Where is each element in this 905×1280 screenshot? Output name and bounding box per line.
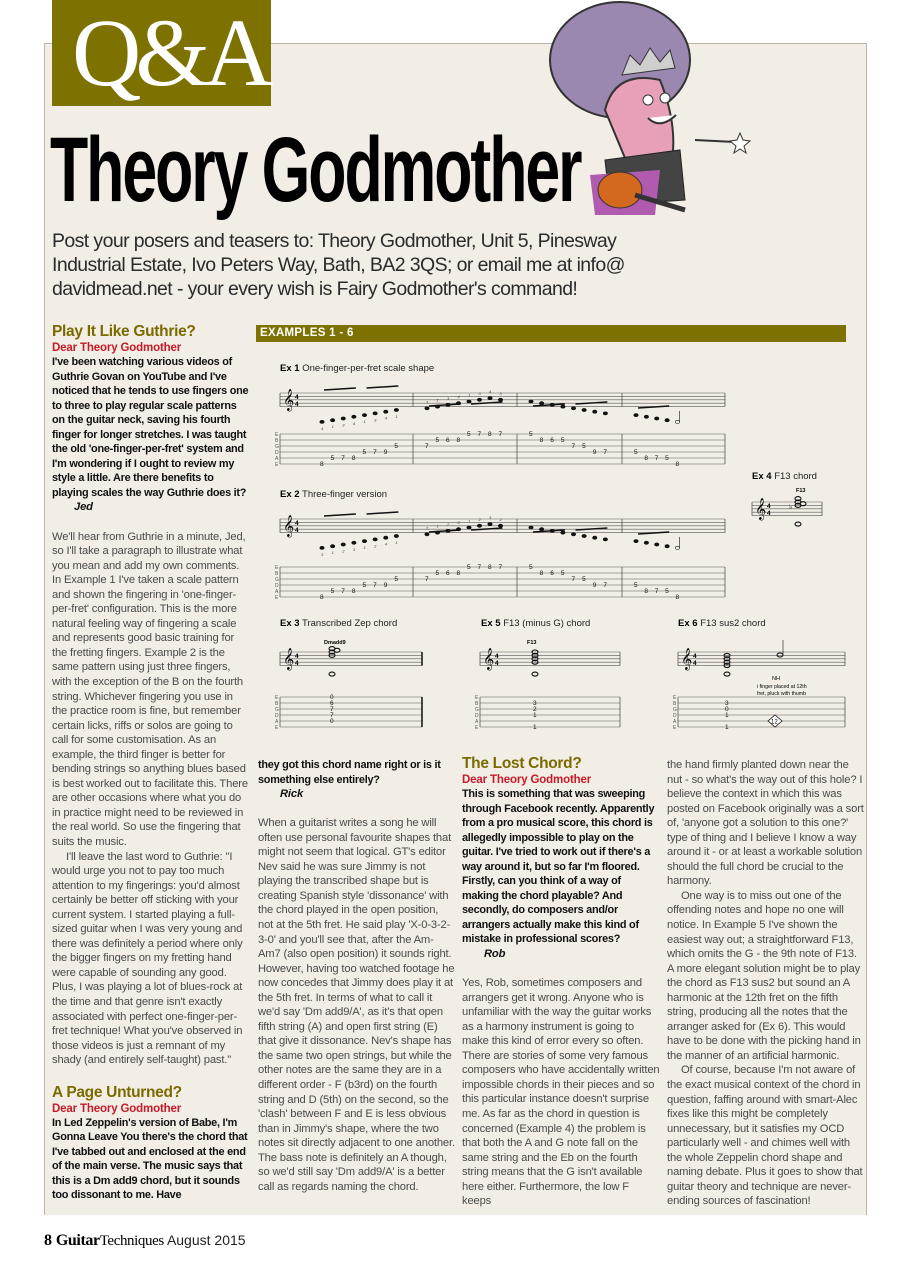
ex2-note-head xyxy=(603,538,607,541)
ex1-fingering: 3 xyxy=(447,395,450,401)
ex1-note-head xyxy=(665,419,669,422)
intro-text: Post your posers and teasers to: Theory Godmother, Unit 5, Pinesway Industrial Estate, Ivo Peters Way, Bath, BA2 3QS; or email me at info@ davidmead.net - your every wish is Fairy Godmother's command! xyxy=(52,230,625,300)
ex1-number: Ex 1 xyxy=(280,363,300,374)
ex2-tab-number: 7 xyxy=(477,564,482,572)
column-2 xyxy=(258,758,456,1194)
ex1-fingering: 4 xyxy=(321,425,324,431)
ex1-note-head xyxy=(320,420,324,423)
ex1-note-head xyxy=(571,407,575,410)
ex2-fingering: 2 xyxy=(478,516,481,522)
ex1-note-head xyxy=(384,410,388,413)
tab-string-name: B xyxy=(475,701,479,707)
time-signature: 4 xyxy=(295,394,299,401)
treble-clef-icon: 𝄞 xyxy=(681,649,693,670)
ex2-note-head xyxy=(655,543,659,546)
ex5-tab-number: 3 xyxy=(533,700,537,708)
time-signature: 4 xyxy=(295,653,299,660)
ex2-note-head xyxy=(362,540,366,543)
ex1-note-head xyxy=(675,420,679,423)
ex2-number: Ex 2 xyxy=(280,489,300,500)
ex1-tab-number: 6 xyxy=(550,437,554,445)
ex1-tab-number: 9 xyxy=(592,449,597,457)
ex6-number: Ex 6 xyxy=(678,618,698,629)
ex2-fingering: 3 xyxy=(457,520,460,526)
ex6-note: i finger placed at 12th xyxy=(757,684,807,690)
ex6-tab-number: 1 xyxy=(725,724,729,732)
ex2-beam xyxy=(324,514,356,516)
ex1-beam xyxy=(638,406,669,408)
ex1-beam xyxy=(576,402,608,404)
ex4-note-head xyxy=(795,522,801,526)
ex1-note-head xyxy=(593,410,597,413)
ex2-tab-number: 5 xyxy=(665,588,669,596)
ex2-tab-number: 8 xyxy=(644,588,648,596)
ex1-note-head xyxy=(529,400,533,403)
ex1-fingering: 1 xyxy=(331,424,334,430)
treble-clef-icon: 𝄞 xyxy=(755,499,767,520)
tab-string-name: B xyxy=(673,701,677,707)
brand-techniques: Techniques xyxy=(99,1233,164,1249)
ex3-note-head xyxy=(329,672,335,676)
ex1-fingering: 3 xyxy=(499,390,502,396)
column-3 xyxy=(462,755,660,1209)
ex3-title: Transcribed Zep chord xyxy=(302,618,398,629)
ex1-fingering: 1 xyxy=(436,397,439,403)
ex1-fingering: 4 xyxy=(457,394,460,400)
ex2-fingering: 2 xyxy=(499,516,502,522)
ex1-note-head xyxy=(603,412,607,415)
ex2-tab-number: 6 xyxy=(550,570,554,578)
ex1-tab-number: 7 xyxy=(477,431,482,439)
ex3-tab-number: 7 xyxy=(330,706,334,714)
ex2-note-head xyxy=(488,523,492,526)
reader-signature: Jed xyxy=(74,501,93,514)
ex1-fingering: 1 xyxy=(395,414,398,419)
time-signature: 4 xyxy=(295,401,299,408)
ex2-note-head xyxy=(582,534,586,537)
ex1-fingering: 4 xyxy=(489,389,492,395)
reader-question: I've been watching various videos of Guthrie Govan on YouTube and I've noticed that he tends to use fingers one to three to play regular scale patterns on the guitar neck, saving his fourth finger for longer stretches. I was taught the old 'one-finger-per-fret' system and I'm wondering if I ought to review my style a little. Are there benefits to playing scales the way Guthrie does it? xyxy=(52,356,249,499)
ex2-tab-number: 8 xyxy=(539,570,544,578)
answer-paragraph: When a guitarist writes a song he will often use personal favourite shapes that might not seem that logical. GT's editor Nev said he was sure Jimmy is not playing the transcribed shape but is creating Spanish style 'dissonance' with the chord played in the open position, not at the 5th fret. He said play 'X-0-3-2-3-0' and you'll see that, after the Am-Am7 (also open position) it sounds right. However, having too watched footage he now concedes that Jimmy does play it at the 5th fret. In terms of what to call it we'd say 'Dm add9/A', as it's that open fifth string (A) and open first string (E) that give it dissonance. Nev's shape has the same two open strings, but while the other notes are the same they are in a different order - F (b3rd) on the fourth string and D (5th) on the second, so the 'clash' between F and E is less obvious than in Jimmy's shape, where the two notes sit directly adjacent to one another. The bass note is definitely an A though, so we'd still say 'Dm add9/A' is a better call as regards naming the chord. xyxy=(258,817,455,1193)
ex3-tab-number: 7 xyxy=(330,712,334,720)
ex1-note-head xyxy=(425,407,429,410)
ex1-beam xyxy=(429,404,461,406)
ex1-note-head xyxy=(634,414,638,417)
answer-paragraph: the hand firmly planted down near the nut - so what's the way out of this hole? I believe the context in which this was posted on Facebook originally was a sort of, 'anyone got a solution to this one?' type of thing and I believe I know a way around it - or at least a workable solution should the full chord be crucial to the harmony. xyxy=(667,759,864,888)
ex1-tab-number: 5 xyxy=(330,455,335,463)
ex3-chord-name: Dmadd9 xyxy=(324,640,346,646)
ex1-beam xyxy=(324,388,356,390)
ex2-note-head xyxy=(539,528,543,531)
ex4-title: F13 chord xyxy=(774,471,817,482)
ex1-note-head xyxy=(373,412,377,415)
ex1-tab-number: 6 xyxy=(446,437,450,445)
ex1-note-head xyxy=(498,398,502,401)
ex1-tab-number: 8 xyxy=(320,461,324,469)
ex2-fingering: 1 xyxy=(395,540,398,545)
ex1-beam xyxy=(367,386,399,388)
tab-string-name: D xyxy=(673,713,677,719)
ex2-fingering: 2 xyxy=(374,543,377,549)
ex1-tab-number: 5 xyxy=(665,455,669,463)
ex1-tab-number: 8 xyxy=(644,455,648,463)
ex2-fingering: 1 xyxy=(363,545,366,551)
ex1-tab-number: 7 xyxy=(341,455,345,463)
ex2-tab-number: 7 xyxy=(571,576,576,584)
ex2-note-head xyxy=(498,524,502,527)
ex6-harmonic-note xyxy=(777,653,783,657)
tab-string-name: G xyxy=(475,707,479,713)
ex1-tab-number: 7 xyxy=(571,443,576,451)
brand-guitar: Guitar xyxy=(55,1232,100,1249)
ex2-tab-number: 7 xyxy=(425,576,429,584)
ex2-fingering: 4 xyxy=(384,541,387,547)
ex1-tab-number: 5 xyxy=(394,443,398,451)
tab-string-name: A xyxy=(275,719,279,725)
ex6-tab-number: 3 xyxy=(725,700,729,708)
ex1-tab-number: 8 xyxy=(539,437,544,445)
ex1-tab-number: 5 xyxy=(435,437,440,445)
page-footer xyxy=(44,1232,246,1250)
ex1-fingering: 1 xyxy=(363,419,366,425)
article-heading: A Page Unturned? xyxy=(52,1083,182,1101)
ex6-tab-number: 1 xyxy=(725,712,729,720)
ex1-fingering: 3 xyxy=(342,422,345,428)
ex1-fingering: 3 xyxy=(374,417,377,423)
tab-string-name: G xyxy=(673,707,677,713)
ex5-number: Ex 5 xyxy=(481,618,501,629)
ex1-note-head xyxy=(341,417,345,420)
ex1-tab-number: 8 xyxy=(456,437,461,445)
tab-string-name: B xyxy=(275,438,279,444)
ex2-tab-number: 6 xyxy=(446,570,450,578)
ex2-tab-number: 7 xyxy=(654,588,659,596)
ex3-tab-number: 6 xyxy=(330,700,334,708)
ex2-note-head xyxy=(477,524,481,527)
tab-string-name: G xyxy=(275,444,279,450)
ex5-title: F13 (minus G) chord xyxy=(503,618,591,629)
ex1-tab-number: 7 xyxy=(425,443,429,451)
ex1-beam xyxy=(533,404,565,406)
time-signature: 4 xyxy=(295,660,299,667)
tab-string-name: D xyxy=(475,713,479,719)
tab-string-name: G xyxy=(275,707,279,713)
salutation: Dear Theory Godmother xyxy=(462,774,592,786)
tab-string-name: E xyxy=(275,695,279,701)
flat-icon: ♭ xyxy=(789,504,793,511)
tab-string-name: B xyxy=(275,701,279,707)
ex2-tab-number: 8 xyxy=(488,564,492,572)
ex2-beam xyxy=(576,528,608,530)
ex1-tab-number: 7 xyxy=(498,431,503,439)
ex5-tab-number: 2 xyxy=(533,706,537,714)
ex1-tab-number: 7 xyxy=(654,455,659,463)
ex2-fingering: 2 xyxy=(342,548,345,554)
tab-string-name: E xyxy=(275,462,279,468)
ex2-tab-number: 5 xyxy=(435,570,440,578)
page-title: Theory Godmother xyxy=(50,119,581,221)
tab-string-name: E xyxy=(275,565,279,571)
ex2-title: Three-finger version xyxy=(302,489,388,500)
page-number: 8 xyxy=(44,1232,52,1249)
column-4 xyxy=(667,758,865,1209)
examples-header: EXAMPLES 1 - 6 xyxy=(256,325,846,342)
ex1-note-head xyxy=(488,397,492,400)
ex2-fingering: 3 xyxy=(489,515,492,521)
tab-string-name: A xyxy=(275,456,279,462)
ex1-tab-number: 7 xyxy=(373,449,377,457)
ex2-tab-number: 9 xyxy=(592,582,597,590)
ex2-note-head xyxy=(394,534,398,537)
ex5-chord-name: F13 xyxy=(527,640,537,646)
time-signature: 4 xyxy=(693,660,697,667)
ex1-note-head xyxy=(561,405,565,408)
ex1-tab-number: 5 xyxy=(362,449,367,457)
ex2-fingering: 1 xyxy=(436,523,439,529)
ex1-note-head xyxy=(539,402,543,405)
ex2-tab-number: 5 xyxy=(394,576,398,584)
ex1-note-head xyxy=(394,408,398,411)
ex1-fingering: 3 xyxy=(478,390,481,396)
ex2-note-head xyxy=(675,546,679,549)
tab-string-name: G xyxy=(275,577,279,583)
ex1-tab-number: 9 xyxy=(383,449,388,457)
salutation: Dear Theory Godmother xyxy=(52,1102,182,1115)
reader-question: they got this chord name right or is it something else entirely? xyxy=(258,759,441,786)
time-signature: 4 xyxy=(295,520,299,527)
ex1-tab-number: 5 xyxy=(560,437,565,445)
ex2-beam xyxy=(471,528,503,530)
time-signature: 4 xyxy=(767,503,771,510)
ex1-fingering: 4 xyxy=(352,420,356,426)
ex1-beam xyxy=(471,402,503,404)
tab-string-name: A xyxy=(475,719,479,725)
reader-signature: Rob xyxy=(484,948,506,961)
ex6-tab-number: 0 xyxy=(725,706,729,714)
ex2-tab-number: 5 xyxy=(634,582,638,590)
ex3-tab-number: 0 xyxy=(330,694,334,702)
tab-string-name: E xyxy=(275,725,279,731)
salutation: Dear Theory Godmother xyxy=(52,342,182,354)
ex2-note-head xyxy=(467,526,471,529)
ex4-number: Ex 4 xyxy=(752,471,772,482)
ex2-fingering: 2 xyxy=(426,525,429,531)
ex2-note-head xyxy=(330,545,334,548)
ex1-tab-number: 5 xyxy=(529,431,533,439)
ex6-note: fret, pluck with thumb xyxy=(757,691,807,697)
ex2-tab-number: 8 xyxy=(351,588,356,596)
ex2-beam xyxy=(429,530,461,532)
tab-string-name: E xyxy=(475,725,479,731)
time-signature: 4 xyxy=(495,653,499,660)
ex3-tab-number: 0 xyxy=(330,718,334,726)
ex1-tab-number: 8 xyxy=(488,431,492,439)
ex1-note-head xyxy=(467,400,471,403)
ex1-note-head xyxy=(352,415,356,418)
ex2-note-head xyxy=(634,540,638,543)
treble-clef-icon: 𝄞 xyxy=(283,649,295,670)
issue-date: August 2015 xyxy=(166,1232,246,1248)
tab-string-name: D xyxy=(275,713,279,719)
ex2-fingering: 2 xyxy=(447,521,450,527)
treble-clef-icon: 𝄞 xyxy=(483,649,495,670)
tab-string-name: E xyxy=(275,595,279,601)
time-signature: 4 xyxy=(495,660,499,667)
ex1-tab-number: 8 xyxy=(351,455,356,463)
ex2-note-head xyxy=(644,541,648,544)
ex2-note-head xyxy=(384,536,388,539)
ex2-fingering: 1 xyxy=(468,518,471,524)
tab-string-name: E xyxy=(673,725,677,731)
ex2-note-head xyxy=(529,526,533,529)
ex1-note-head xyxy=(362,414,366,417)
treble-clef-icon: 𝄞 xyxy=(283,390,295,411)
tab-string-name: B xyxy=(275,571,279,577)
ex2-note-head xyxy=(341,543,345,546)
ex2-tab-number: 5 xyxy=(560,570,565,578)
ex1-fingering: 4 xyxy=(384,415,387,421)
ex1-note-head xyxy=(582,408,586,411)
ex6-title: F13 sus2 chord xyxy=(700,618,766,629)
ex1-tab-number: 5 xyxy=(582,443,586,451)
ex2-note-head xyxy=(561,531,565,534)
answer-paragraph: I'll leave the last word to Guthrie: "I would urge you not to pay too much attention to my fingerings: you'd almost certainly be better off sticking with your current system. I started playing a full-sized guitar when I was very young and there was definitely a period where only the bigger fingers on my fretting hand were capable of sounding any good. Plus, I was playing a lot of blues-rock at the time and that genre isn't exactly associated with perfect one-finger-per-fret technique! What you've observed in those videos is just a remnant of my shady (and entirely self-taught) past." xyxy=(52,850,243,1067)
ex2-tab-number: 8 xyxy=(320,594,324,602)
ex1-note-head xyxy=(477,398,481,401)
ex2-tab-number: 5 xyxy=(582,576,586,584)
ex2-tab-number: 5 xyxy=(467,564,471,572)
ex2-note-head xyxy=(373,538,377,541)
ex2-tab-number: 7 xyxy=(373,582,377,590)
answer-paragraph: Yes, Rob, sometimes composers and arrangers get it wrong. Anyone who is unfamiliar with the way the guitar works as a harmony instrument is going to make this kind of error every so often. There are stories of some very famous composers who have accidentally written impossible chords in their pieces and so this particular instance doesn't surprise me. As far as the chord in question is concerned (Example 4) the problem is that both the A and G note fall on the same string and the Eb on the fourth string means that the G isn't available here either. Furthermore, the low F keeps xyxy=(462,977,660,1208)
time-signature: 4 xyxy=(693,653,697,660)
ex2-note-head xyxy=(320,546,324,549)
ex2-beam xyxy=(367,512,399,514)
ex6-nh-label: NH xyxy=(772,676,780,682)
ex2-fingering: 3 xyxy=(321,551,324,557)
treble-clef-icon: 𝄞 xyxy=(283,516,295,537)
ex3-number: Ex 3 xyxy=(280,618,300,629)
article-heading: Play It Like Guthrie? xyxy=(52,323,196,340)
tab-string-name: A xyxy=(673,719,677,725)
tab-string-name: D xyxy=(275,450,279,456)
ex1-title: One-finger-per-fret scale shape xyxy=(302,363,435,374)
ex2-tab-number: 8 xyxy=(456,570,461,578)
ex2-note-head xyxy=(571,533,575,536)
reader-question: In Led Zeppelin's version of Babe, I'm Gonna Leave You there's the chord that I've tabbed out and enclosed at the end of the main verse. The music says that this is a Dm add9 chord, but it sounds too dissonant to me. Have xyxy=(52,1116,248,1202)
ex1-note-head xyxy=(330,419,334,422)
reader-signature: Rick xyxy=(280,788,304,801)
ex2-tab-number: 5 xyxy=(529,564,533,572)
ex6-harmonic-fret: 12 xyxy=(771,719,778,726)
ex2-note-head xyxy=(665,545,669,548)
ex2-tab-number: 9 xyxy=(383,582,388,590)
ex2-tab-number: 5 xyxy=(330,588,335,596)
ex5-note-head xyxy=(532,672,538,676)
magazine-brand xyxy=(56,1233,164,1249)
ex1-note-head xyxy=(644,415,648,418)
ex1-fingering: 3 xyxy=(426,399,429,405)
answer-paragraph: Of course, because I'm not aware of the exact musical context of the chord in question, faffing around with smart-Alec fixes like this might be completely unnecessary, but it satisfies my OCD particularly well - and chimes well with the whole Zeppelin chord shape and naming debate. Plus it goes to show that guitar theory and technique are never-ending sources of fascination! xyxy=(667,1064,863,1208)
time-signature: 4 xyxy=(767,510,771,517)
ex1-note-head xyxy=(655,417,659,420)
ex2-note-head xyxy=(593,536,597,539)
tab-string-name: E xyxy=(275,432,279,438)
ex5-tab-number: 1 xyxy=(533,724,537,732)
ex2-tab-number: 5 xyxy=(362,582,367,590)
ex2-note-head xyxy=(352,541,356,544)
ex1-fingering: 1 xyxy=(468,392,471,398)
ex2-tab-number: 8 xyxy=(675,594,680,602)
ex1-tab-number: 5 xyxy=(467,431,471,439)
ex2-tab-number: 7 xyxy=(603,582,607,590)
reader-question: This is something that was sweeping through Facebook recently. Apparently from a pro musical score, this chord is allegedly impossible to play on the guitar. I've tried to work out if there's a way around it, but so far I'm floored. Firstly, can you think of a way of making the chord playable? And secondly, do composers and/or arrangers actually make this kind of mistake in professional scores? xyxy=(462,788,655,946)
ex1-tab-number: 8 xyxy=(675,461,680,469)
ex1-tab-number: 7 xyxy=(603,449,607,457)
ex2-beam xyxy=(533,530,565,532)
time-signature: 4 xyxy=(295,527,299,534)
ex1-tab-number: 5 xyxy=(634,449,638,457)
ex4-chord-name: F13 xyxy=(796,488,806,494)
tab-string-name: D xyxy=(275,583,279,589)
ex2-tab-number: 7 xyxy=(498,564,503,572)
article-heading: The Lost Chord? xyxy=(462,755,582,772)
tab-string-name: E xyxy=(673,695,677,701)
ex2-fingering: 3 xyxy=(352,546,356,552)
ex2-note-head xyxy=(425,533,429,536)
ex2-tab-number: 7 xyxy=(341,588,345,596)
answer-paragraph: We'll hear from Guthrie in a minute, Jed, so I'll take a paragraph to illustrate what you mean and add my own comments. In Example 1 I've taken a scale pattern and shown the fingering in 'one-finger-per-fret' configuration. This is the more natural feeling way of fingering a scale and represents good basic training for the fretting fingers. Example 2 is the same pattern using just three fingers, with the exception of the B on the fourth string. Whichever fingering you use in the practice room is fine, but remember certain licks, riffs or solos are going to call for some customisation. As an example, the third finger is better for bending strings so anything blues based is best worked out to facilitate this. There are other occasions where what you do in practice might need to be reviewed in the real world. So use the fingering that suits the music. xyxy=(52,530,248,848)
tab-string-name: A xyxy=(275,589,279,595)
tab-string-name: E xyxy=(475,695,479,701)
answer-paragraph: One way is to miss out one of the offending notes and hope no one will notice. In Example 5 I've shown the easiest way out; a straightforward F13, which omits the G - the 9th note of F13. A more elegant solution might be to play the chord as F13 sus2 but sound an A harmonic at the 12th fret on the fifth string, producing all the notes that the arranger asked for (Ex 6). This would have to be done with the picking hand in the manner of an artificial harmonic. xyxy=(667,889,861,1062)
ex5-tab-number: 1 xyxy=(533,712,537,720)
ex2-fingering: 1 xyxy=(331,550,334,556)
qa-badge: Q&A xyxy=(52,0,271,106)
ex6-note-head xyxy=(724,672,730,676)
